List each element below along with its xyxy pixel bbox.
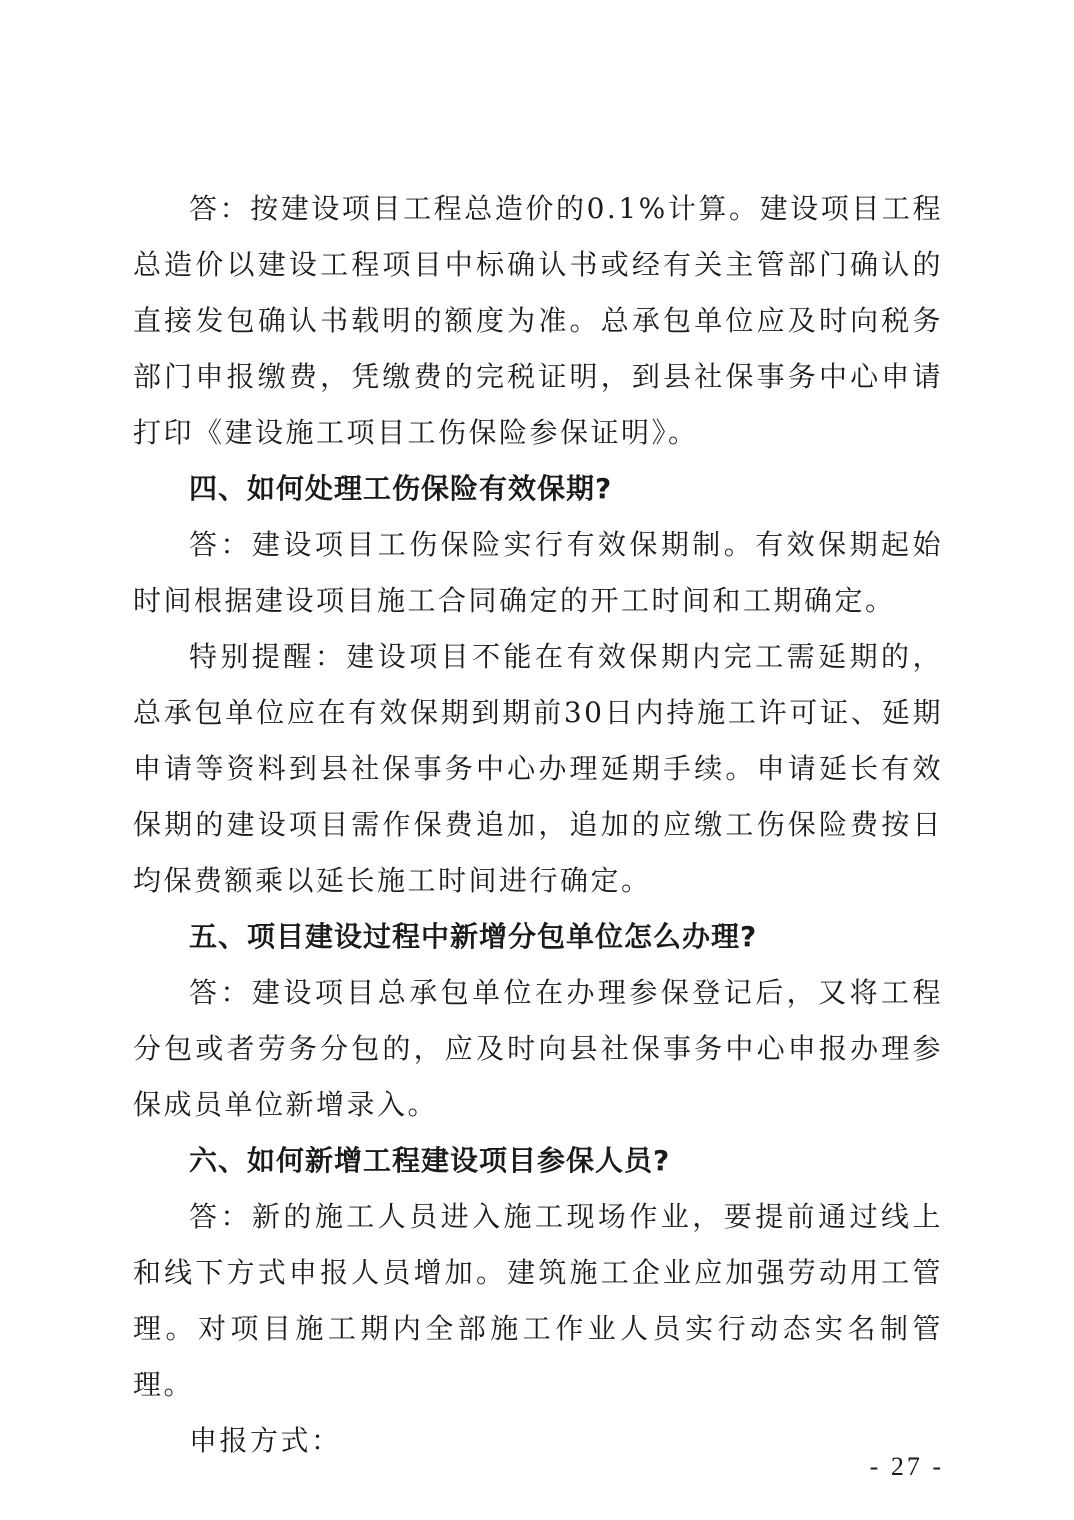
answer-paragraph: 答：建设项目工伤保险实行有效保期制。有效保期起始时间根据建设项目施工合同确定的开工时间和工期确定。 [133, 528, 943, 617]
answer-paragraph: 答：按建设项目工程总造价的0.1%计算。建设项目工程总造价以建设工程项目中标确认书或经有关主管部门确认的直接发包确认书载明的额度为准。总承包单位应及时向税务部门申报缴费，凭缴费的完税证明，到县社保事务中心申请打印《建设施工项目工伤保险参保证明》。 [133, 192, 943, 449]
page-number: - 27 - [869, 1452, 944, 1481]
special-reminder-paragraph: 特别提醒：建设项目不能在有效保期内完工需延期的，总承包单位应在有效保期到期前30日内持施工许可证、延期申请等资料到县社保事务中心办理延期手续。申请延长有效保期的建设项目需作保费追加，追加的应缴工伤保险费按日均保费额乘以延长施工时间进行确定。 [133, 640, 943, 897]
answer-paragraph: 答：建设项目总承包单位在办理参保登记后，又将工程分包或者劳务分包的，应及时向县社保事务中心申报办理参保成员单位新增录入。 [133, 976, 943, 1121]
section-heading-5: 五、项目建设过程中新增分包单位怎么办理? [189, 920, 758, 953]
section-heading-6: 六、如何新增工程建设项目参保人员? [189, 1144, 671, 1177]
section-heading-4: 四、如何处理工伤保险有效保期? [189, 472, 613, 505]
document-body [133, 181, 943, 1469]
answer-paragraph: 答：新的施工人员进入施工现场作业，要提前通过线上和线下方式申报人员增加。建筑施工企业应加强劳动用工管理。对项目施工期内全部施工作业人员实行动态实名制管理。 [133, 1200, 943, 1401]
declaration-method-label: 申报方式： [189, 1424, 342, 1457]
